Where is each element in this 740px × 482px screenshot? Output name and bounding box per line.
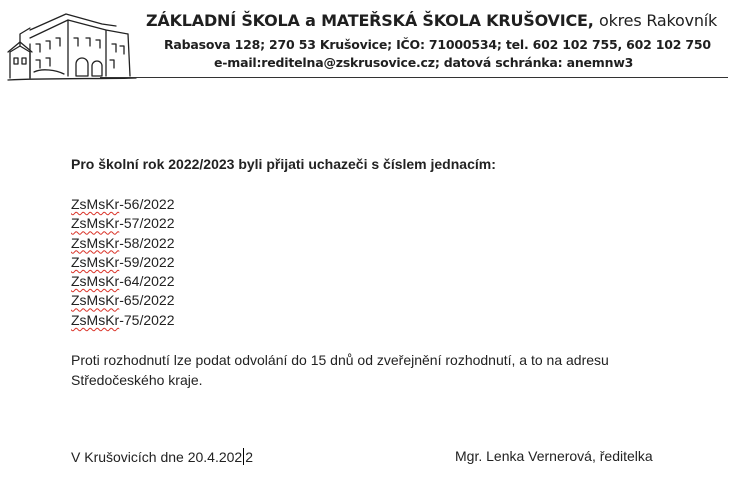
school-name-main: ZÁKLADNÍ ŠKOLA a MATEŘSKÁ ŠKOLA KRUŠOVICE,	[146, 11, 594, 30]
reference-prefix[interactable]: ZsMsKr	[71, 292, 120, 309]
place-date-text-end: 2	[245, 449, 254, 465]
letterhead	[0, 0, 740, 92]
reference-suffix: -65/2022	[119, 292, 175, 309]
reference-suffix: -59/2022	[119, 253, 175, 270]
list-item	[71, 311, 175, 330]
school-region: okres Rakovník	[599, 11, 718, 30]
reference-number-list	[71, 195, 175, 330]
place-and-date[interactable]	[71, 448, 253, 465]
list-item	[71, 195, 175, 214]
place-date-text: V Krušovicích dne 20.4.202	[71, 449, 243, 465]
list-item	[71, 214, 175, 233]
list-item	[71, 272, 175, 291]
list-item	[71, 291, 175, 310]
reference-suffix: -56/2022	[119, 196, 175, 212]
reference-suffix: -57/2022	[119, 215, 175, 232]
reference-prefix[interactable]: ZsMsKr	[71, 253, 120, 270]
signatory: Mgr. Lenka Vernerová, ředitelka	[455, 448, 653, 464]
reference-suffix: -75/2022	[119, 311, 175, 328]
appeal-notice: Proti rozhodnutí lze podat odvolání do 15 dnů od zveřejnění rozhodnutí, a to na adresu Středočeského kraje.	[71, 352, 609, 388]
list-item	[71, 234, 175, 253]
header-divider	[100, 77, 728, 78]
school-contact: e-mail:reditelna@zskrusovice.cz; datová schránka: anemnw3	[214, 55, 634, 70]
school-address: Rabasova 128; 270 53 Krušovice; IČO: 71000534; tel. 602 102 755, 602 102 750	[164, 37, 711, 52]
reference-suffix: -58/2022	[119, 234, 175, 251]
reference-prefix[interactable]: ZsMsKr	[71, 273, 120, 290]
school-name	[146, 11, 717, 30]
list-item	[71, 253, 175, 272]
reference-prefix[interactable]: ZsMsKr	[71, 196, 120, 212]
document-heading: Pro školní rok 2022/2023 byli přijati uchazeči s číslem jednacím:	[71, 156, 496, 172]
reference-suffix: -64/2022	[119, 273, 175, 290]
reference-prefix[interactable]: ZsMsKr	[71, 215, 120, 232]
reference-prefix[interactable]: ZsMsKr	[71, 311, 120, 328]
reference-prefix[interactable]: ZsMsKr	[71, 234, 120, 251]
school-building-icon	[6, 8, 138, 82]
